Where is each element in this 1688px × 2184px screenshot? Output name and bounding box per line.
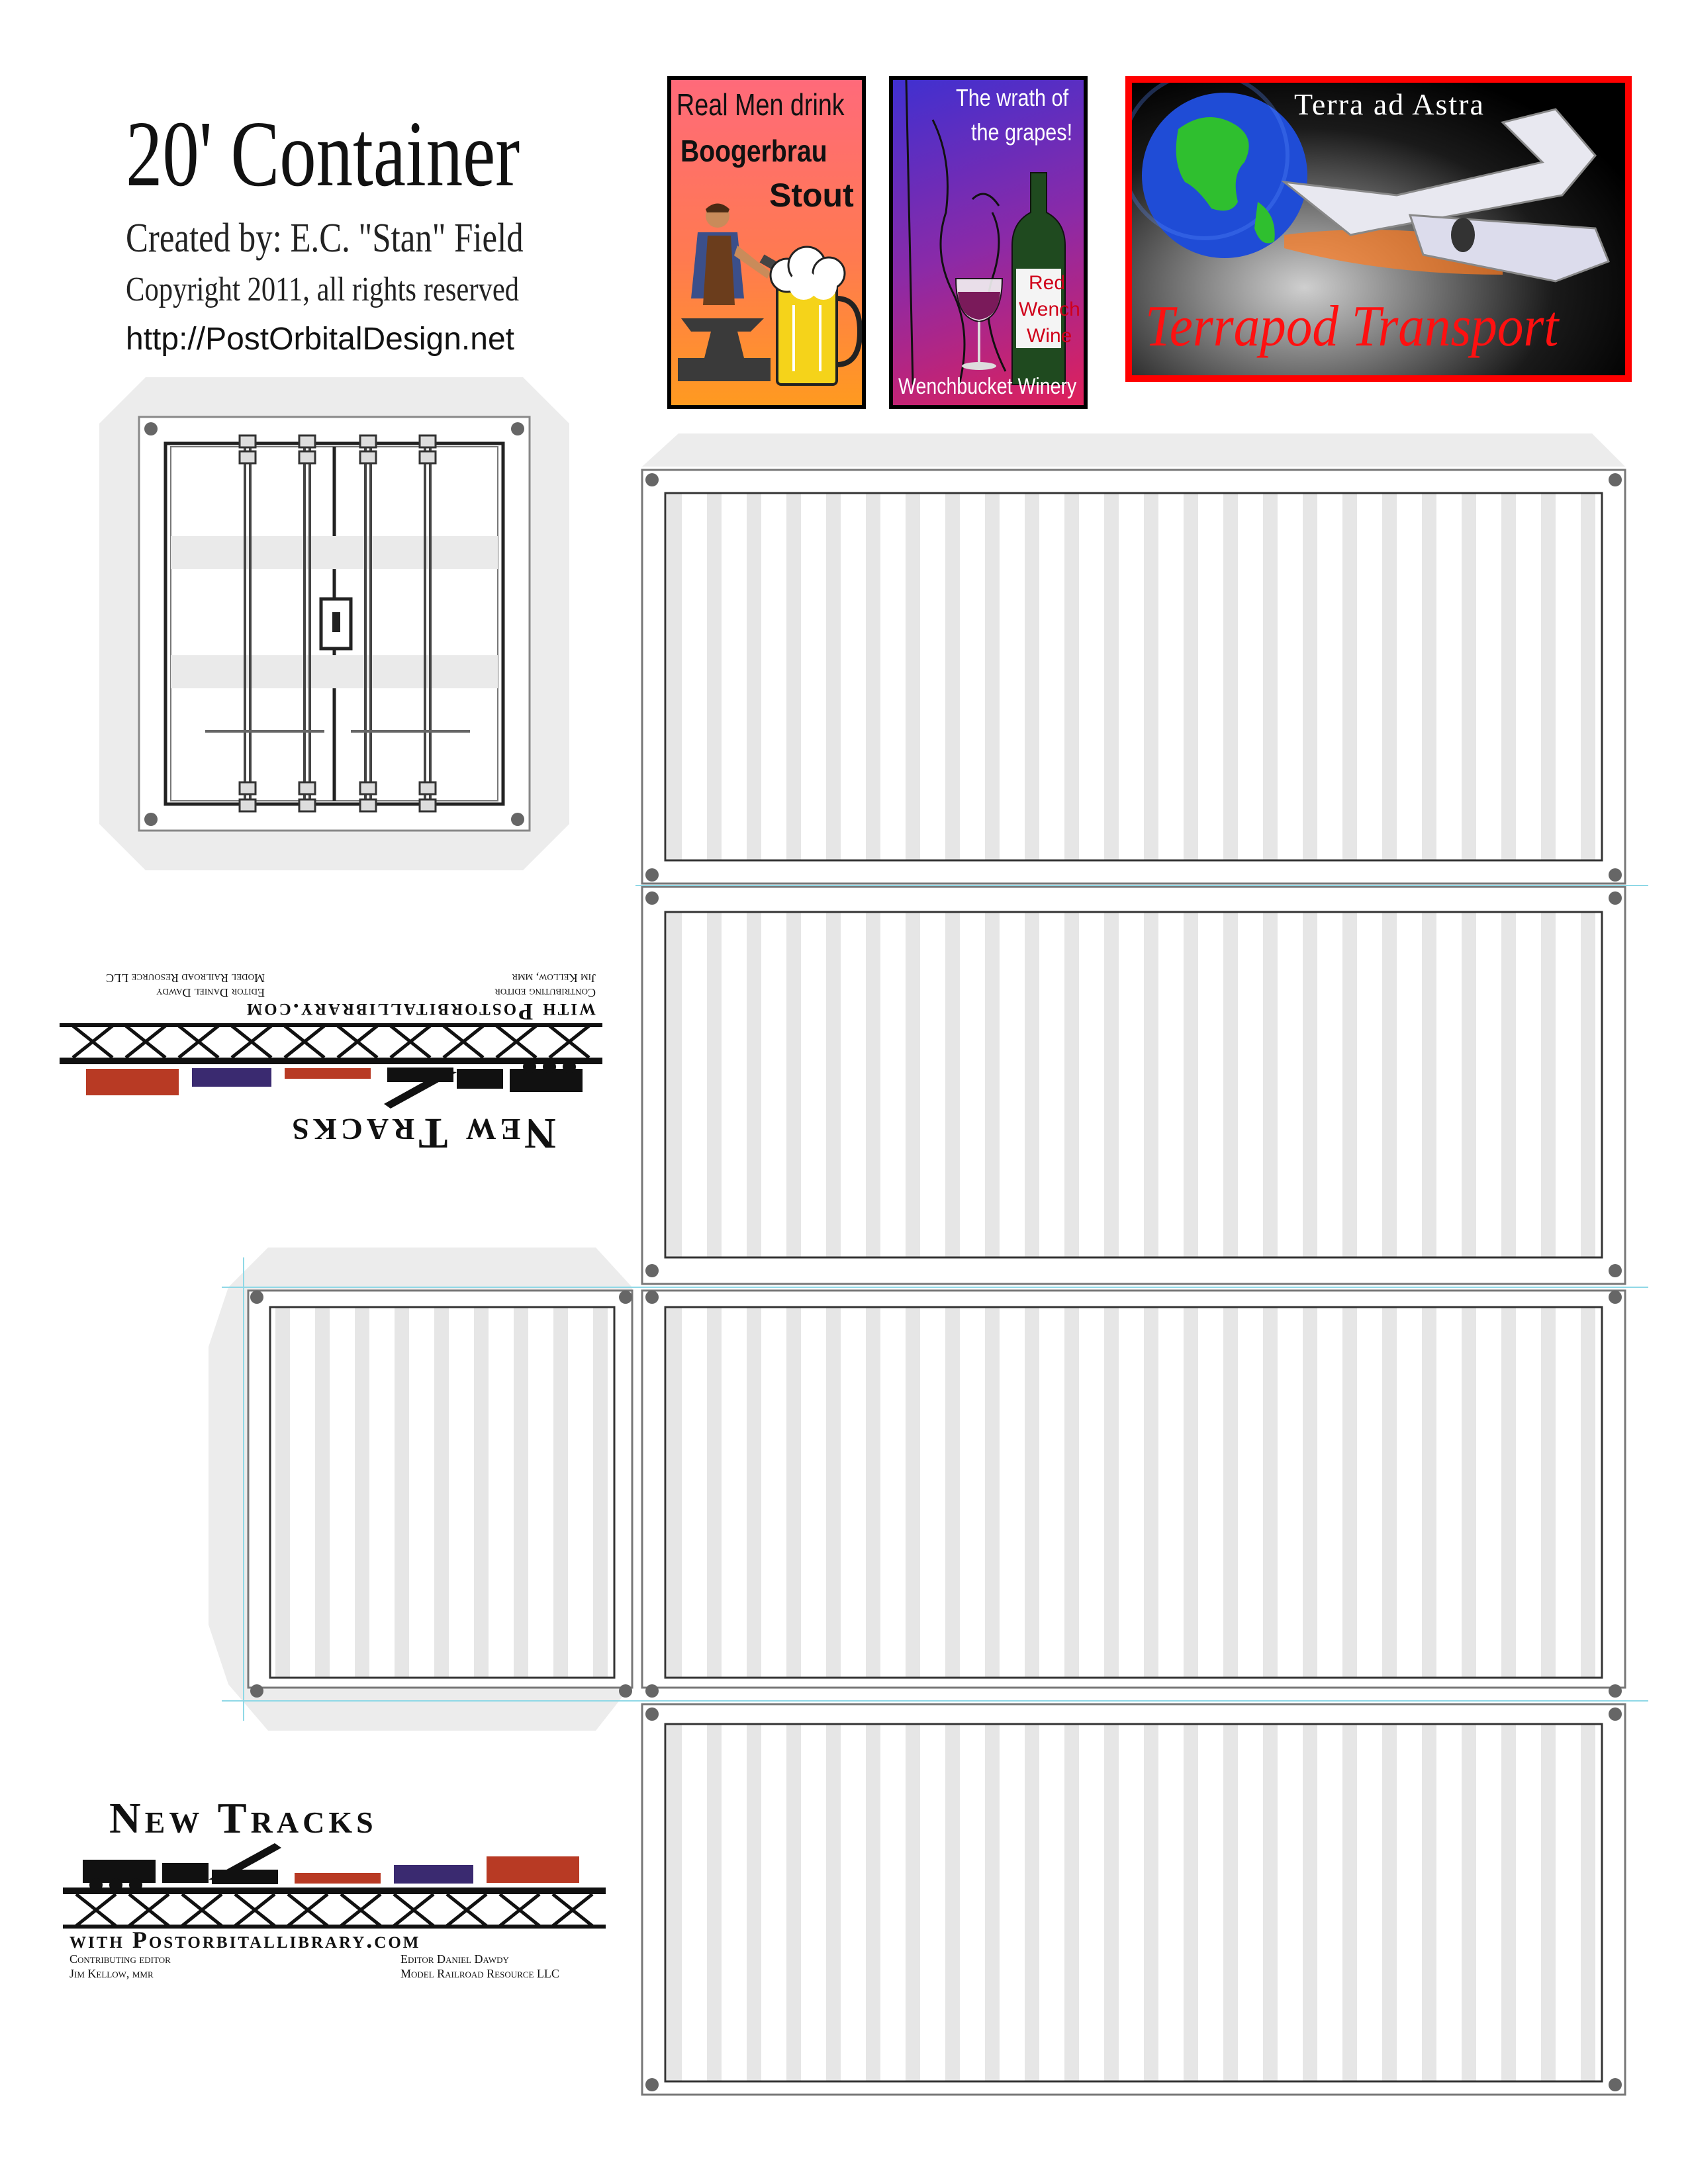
logo-inverted-title: New Tracks xyxy=(288,1109,556,1158)
author-credit: Created by: E.C. "Stan" Field xyxy=(126,216,524,261)
wine-line1: The wrath of xyxy=(956,84,1069,111)
logo-right2: Model Railroad Resource LLC xyxy=(400,1967,559,1980)
blank-end-corrugation xyxy=(270,1307,614,1678)
logo-left2: Jim Kellow, mmr xyxy=(70,1967,154,1980)
logo-inverted-right1: Editor Daniel Dawdy xyxy=(156,986,265,999)
beer-line2: Boogerbrau xyxy=(680,134,827,168)
top-glue-tab xyxy=(642,433,1625,467)
logo-inverted-train-trestle xyxy=(60,1019,602,1112)
side-panel-4-corrugation xyxy=(665,1724,1602,2081)
wine-bottle-line2: Wench xyxy=(1019,298,1080,320)
logo-subtitle: with Postorbitallibrary.com xyxy=(70,1927,421,1953)
side-panel-3-corrugation xyxy=(665,1307,1602,1678)
logo-train-trestle xyxy=(63,1840,606,1933)
new-tracks-logo xyxy=(63,1794,606,1985)
logo-inverted-left1: Contributing editor xyxy=(494,986,596,999)
side-panel-1-corrugation xyxy=(665,493,1602,860)
side-panel-2-corrugation xyxy=(665,912,1602,1257)
website-url: http://PostOrbitalDesign.net xyxy=(126,322,514,357)
beer-line1: Real Men drink xyxy=(677,87,845,122)
logo-title: New Tracks xyxy=(109,1794,377,1843)
logo-left1: Contributing editor xyxy=(70,1952,171,1966)
wine-bottle-line1: Red xyxy=(1029,272,1066,294)
page-title: 20' Container xyxy=(126,101,520,206)
terra-name: Terrapod Transport xyxy=(1145,295,1559,359)
new-tracks-logo-inverted xyxy=(60,966,602,1158)
logo-inverted-right2: Model Railroad Resource LLC xyxy=(106,972,265,985)
beer-line3: Stout xyxy=(769,177,854,214)
copyright-notice: Copyright 2011, all rights reserved xyxy=(126,271,520,308)
wine-line2: the grapes! xyxy=(971,118,1073,146)
wine-footer: Wenchbucket Winery xyxy=(898,374,1077,399)
logo-inverted-subtitle: with Postorbitallibrary.com xyxy=(244,999,596,1025)
terra-slogan: Terra ad Astra xyxy=(1294,87,1485,121)
logo-right1: Editor Daniel Dawdy xyxy=(400,1952,509,1966)
logo-inverted-left2: Jim Kellow, mmr xyxy=(512,972,596,985)
wine-bottle-line3: Wine xyxy=(1027,325,1072,347)
